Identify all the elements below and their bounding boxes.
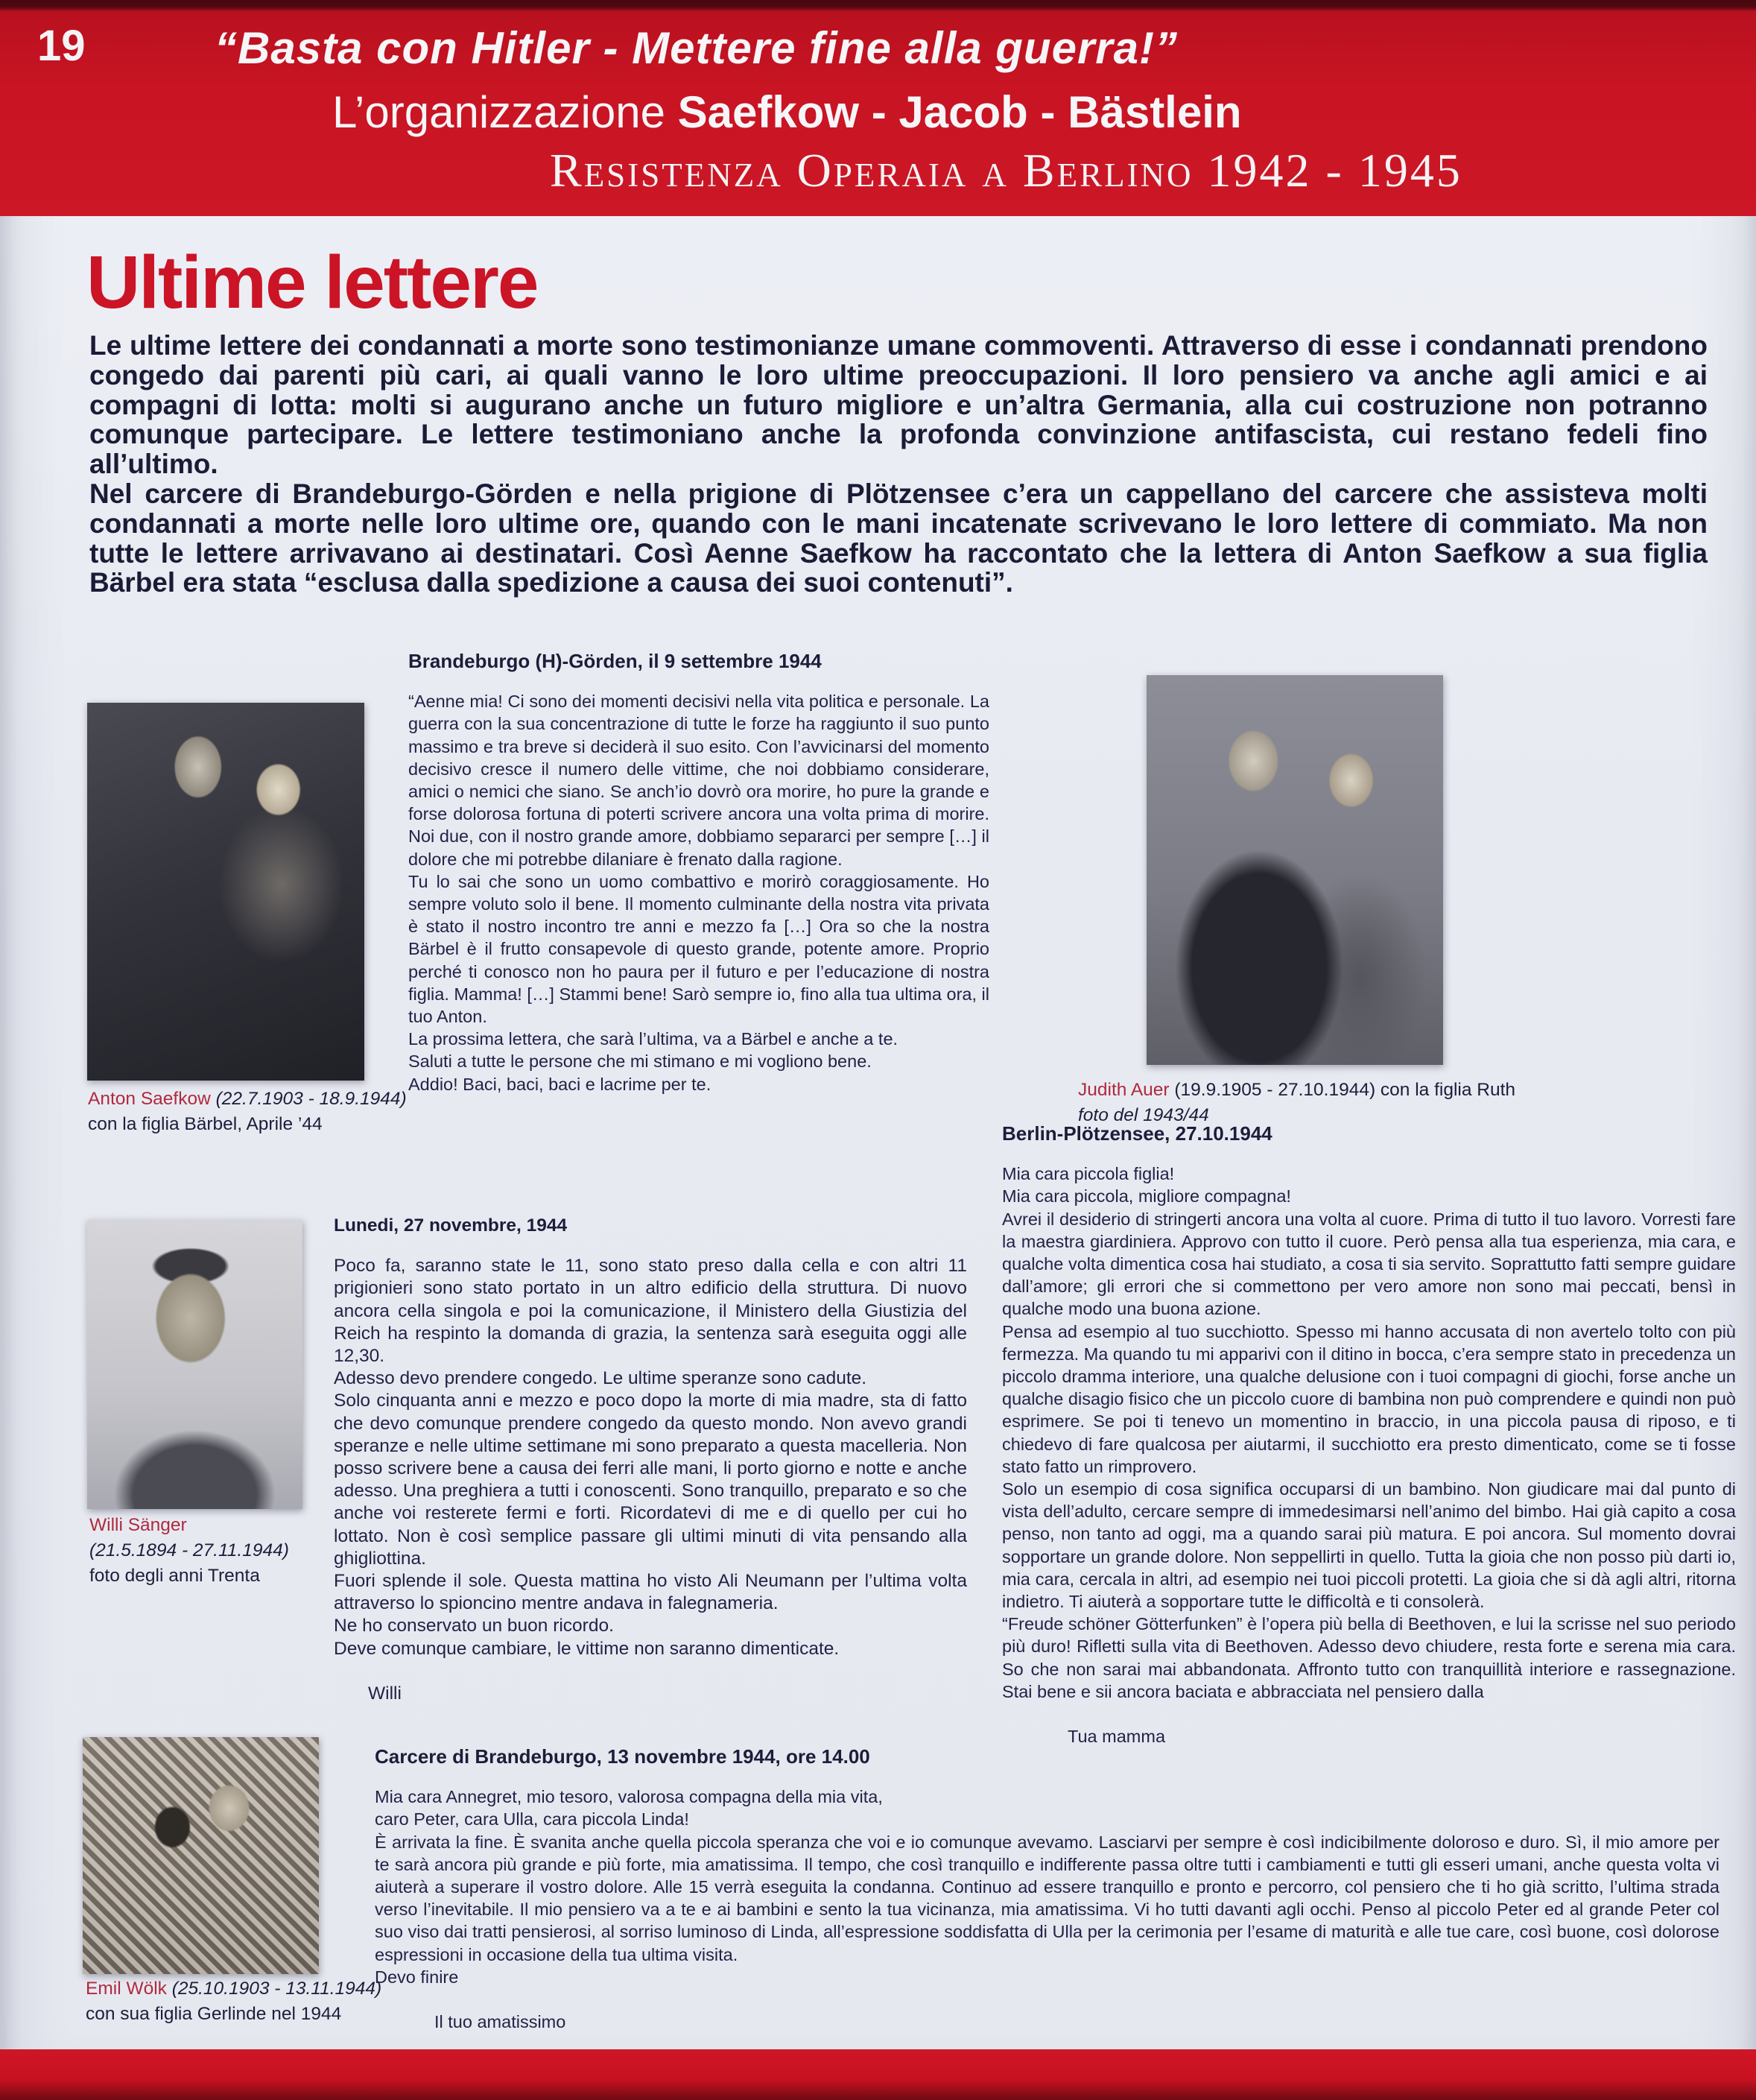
caption-emil-woelk [86, 1976, 381, 2027]
letter-willi-paragraph-4: Fuori splende il sole. Questa mattina ho visto Ali Neumann per l’ultima volta attraverso lo spioncino mentre andava in falegnameria. [334, 1571, 967, 1614]
letter-judith-paragraph-5: Solo un esempio di cosa significa occuparsi di un bambino. Non giudicare mai dal punto di vista dell’adulto, cercare sempre di immedesimarsi nell’animo del bimbo. Hai già capito a cosa penso, non tanto ad oggi, ma a quando sarai più matura. E poi ancora. Sul momento dovrai sopportare un grande dolore. Non seppellirti in quello. Tutta la gioia che non posso più darti io, mia cara, cercala in altri, ad esempio nei tuoi piccoli protetti. La gioia che si dà agli altri, ritorna indietro. Ti aiuterà a sopportare tutte le difficoltà e ti consolerà. [1002, 1479, 1736, 1612]
organization-names: Saefkow - Jacob - Bästlein [677, 87, 1242, 137]
letter-judith-signature: Tua mamma [1068, 1727, 1166, 1747]
intro-paragraph-1: Le ultime lettere dei condannati a morte sono testimonianze umane commoventi. Attraverso di esse i condannati prendono congedo dai parenti più cari, ai quali vanno le loro ultime preoccupazioni. Il loro pensiero va anche agli amici e ai compagni di lotta: molti si augurano anche un futuro migliore e un’altra Germania, alla cui costruzione non potranno comunque partecipare. Le lettere testimoniano anche la profonda convinzione antifascista, cui restano fedeli fino all’ultimo. [89, 330, 1708, 480]
letter-judith-paragraph-6: “Freude schöner Götterfunken” è l’opera più bella di Beethoven, e lui la scrisse nel suo periodo più duro! Rifletti sulla vita di Beethoven. Adesso devo chiudere, resta forte e serena mia cara. So che non sarai mai abbandonata. Affronto tutto con tranquillità interiore e rassegnazione. Stai bene e sii ancora baciata e abbracciata nel pensiero dalla [1002, 1614, 1736, 1701]
photo-anton-saefkow-with-daughter [87, 703, 364, 1081]
letter-willi-saenger [334, 1215, 967, 1705]
photo-judith-auer-with-daughter [1147, 675, 1443, 1065]
organization-prefix: L’organizzazione [332, 87, 678, 137]
caption-judith-dates: (19.9.1905 - 27.10.1944) [1169, 1080, 1376, 1100]
caption-judith-name: Judith Auer [1078, 1080, 1170, 1100]
letter-emil-paragraph-2: Devo finire [375, 1967, 459, 1987]
caption-willi-line2: foto degli anni Trenta [89, 1566, 260, 1586]
letter-willi-signature: Willi [368, 1683, 402, 1704]
caption-judith-rest: con la figlia Ruth [1375, 1080, 1516, 1100]
letter-willi-paragraph-3: Solo cinquanta anni e mezzo e poco dopo la morte di mia madre, sta di fatto che devo comunque prendere congedo da questo mondo. Non avevo grandi speranze e nelle ultime settimane mi sono preparato a questa macelleria. Non posso scrivere bene a causa dei ferri alle mani, li porto giorno e notte e anche adesso. Una preghiera a tutti i conoscenti. Sono tranquillo, preparato e so che anche voi resterete fermi e forti. Ricordatevi di me e di quello per cui ho lottato. Non è così semplice passare gli ultimi minuti di vita pensando alla ghigliottina. [334, 1391, 967, 1569]
letter-anton-paragraph-5: Addio! Baci, baci, baci e lacrime per te. [408, 1074, 711, 1094]
caption-anton-saefkow [88, 1087, 407, 1137]
caption-judith-line2: foto del 1943/44 [1078, 1105, 1209, 1125]
letter-judith-paragraph-4: Pensa ad esempio al tuo succhiotto. Spesso mi hanno accusata di non avertelo tolto con più fermezza. Ma quando tu mi apparivi con il ditino in bocca, c’era sempre stato in precedenza un piccolo dramma interiore, una qualche delusione con i tuoi compagni di giochi, forse anche un qualche disagio fisico che un piccolo cuore di bambina non può comprendere e quindi non può esprimere. Se poi ti tenevo un momentino in braccio, in una piccola pausa di riposo, e ti chiedevo di fare qualcosa per aiutarmi, il succhiotto era presto dimenticato, come se ti fosse stato fatto un rimprovero. [1002, 1321, 1736, 1476]
photo-willi-saenger-portrait [87, 1220, 302, 1509]
letter-anton-saefkow [408, 650, 989, 1095]
caption-judith-auer [1078, 1078, 1515, 1128]
letter-emil-paragraph-1: È arrivata la fine. È svanita anche quella piccola speranza che voi e io comunque avevamo. Lasciarvi per sempre è così indicibilmente doloroso e duro. Sì, il mio amore per te sarà ancora più grande e più forte, mia amatissima. Il tempo, che così tranquillo e indifferente passa oltre tutti i cambiamenti e tutti gli esseri umani, anche questa volta vi aiuterà a superare il vostro dolore. Alle 15 verrà eseguita la condanna. Continuo ad essere tranquillo e pronto e percorro, col pensiero che ti ho già scritto, l’ultima strada verso l’inevitabile. Il mio pensiero va a te e ai bambini e sento la tua vicinanza, mia amatissima. Vi ho tutti davanti agli occhi. Penso al piccolo Peter ed al grande Peter col suo viso dai tratti pensierosi, al sorriso luminoso di Linda, all’espressione soddisfatta di Ulla per la cerimonia per l’esame di maturità e alle tue care, così buone, così dolorose espressioni in occasione della tua ultima visita. [375, 1832, 1719, 1964]
letter-willi-heading: Lunedi, 27 novembre, 1944 [334, 1215, 568, 1236]
letter-willi-paragraph-6: Deve comunque cambiare, le vittime non saranno dimenticate. [334, 1638, 840, 1659]
letter-judith-paragraph-3: Avrei il desiderio di stringerti ancora una volta al cuore. Prima di tutto il tuo lavoro. Vorresti fare la maestra giardiniera. Approvo con tutto il cuore. Però pensa alla tua esperienza, mia cara, e qualche volta dimentica cosa hai studiato, a cosa ti sia servito. Soprattutto fatti sempre guidare dall’amore; gli errori che si commettono per vero amore non sono mai peccati, bensì in qualche modo una buona azione. [1002, 1209, 1736, 1319]
intro-text [89, 331, 1708, 598]
caption-emil-name: Emil Wölk [86, 1979, 167, 1999]
caption-emil-line2: con sua figlia Gerlinde nel 1944 [86, 2004, 342, 2024]
letter-anton-paragraph-4: Saluti a tutte le persone che mi stimano e mi vogliono bene. [408, 1051, 872, 1072]
footer-red-band [0, 2049, 1756, 2100]
letter-willi-paragraph-5: Ne ho conservato un buon ricordo. [334, 1616, 614, 1636]
letter-anton-heading: Brandeburgo (H)-Görden, il 9 settembre 1944 [408, 650, 822, 672]
letter-judith-heading: Berlin-Plötzensee, 27.10.1944 [1002, 1122, 1272, 1145]
header-subtitle: Resistenza Operaia a Berlino 1942 - 1945 [550, 144, 1462, 197]
intro-paragraph-2: Nel carcere di Brandeburgo-Görden e nella prigione di Plötzensee c’era un cappellano del carcere che assisteva molti condannati a morte nelle loro ultime ore, quando con le mani incatenate scrivevano le loro lettere di commiato. Ma non tutte le lettere arrivavano ai destinatari. Così Aenne Saefkow ha raccontato che la lettera di Anton Saefkow a sua figlia Bärbel era stata “esclusa dalla spedizione a causa dei suoi contenuti”. [89, 478, 1708, 598]
letter-emil-woelk [375, 1745, 1719, 2033]
panel-number: 19 [37, 22, 86, 70]
header-quote: “Basta con Hitler - Mettere fine alla guerra!” [215, 23, 1178, 73]
caption-willi-dates: (21.5.1894 - 27.11.1944) [89, 1540, 289, 1560]
caption-anton-name: Anton Saefkow [88, 1089, 211, 1109]
letter-judith-paragraph-2: Mia cara piccola, migliore compagna! [1002, 1186, 1291, 1206]
header-organization-line [332, 86, 1242, 138]
photo-emil-woelk-with-daughter [83, 1737, 319, 1974]
caption-willi-name: Willi Sänger [89, 1515, 187, 1535]
letter-anton-paragraph-2: Tu lo sai che sono un uomo combattivo e morirò coraggiosamente. Ho sempre voluto solo il bene. Il momento culminante della nostra vita privata è stato il nostro incontro tre anni e mezzo fa […] Ora so che la nostra Bärbel è il frutto consapevole di questo grande, potente amore. Proprio perché ti conosco non ho paura per il futuro e per l’educazione di nostra figlia. Mamma! […] Stammi bene! Sarò sempre io, fino alla tua ultima ora, il tuo Anton. [408, 871, 989, 1027]
header-red-band [0, 0, 1756, 216]
letter-emil-salutation-1: Mia cara Annegret, mio tesoro, valorosa compagna della mia vita, [375, 1787, 883, 1807]
caption-anton-dates: (22.7.1903 - 18.9.1944) [210, 1089, 407, 1109]
page-title: Ultime lettere [86, 241, 538, 324]
letter-willi-paragraph-1: Poco fa, saranno state le 11, sono stato preso dalla cella e con altri 11 prigionieri sono stato portato in un altro edificio della struttura. Di nuovo ancora cella singola e poi la comunicazione, il Ministero della Giustizia del Reich ha respinto la domanda di grazia, la sentenza sarà eseguita oggi alle 12,30. [334, 1256, 967, 1367]
caption-willi-saenger [89, 1513, 289, 1589]
caption-anton-line2: con la figlia Bärbel, Aprile ’44 [88, 1114, 323, 1134]
letter-emil-salutation-2: caro Peter, cara Ulla, cara piccola Linda! [375, 1809, 689, 1829]
letter-judith-auer [1002, 1122, 1736, 1748]
caption-emil-dates: (25.10.1903 - 13.11.1944) [166, 1979, 382, 1999]
letter-anton-paragraph-1: “Aenne mia! Ci sono dei momenti decisivi nella vita politica e personale. La guerra con la sua concentrazione di tutte le forze ha raggiunto il suo punto massimo e tra breve si deciderà il suo esito. Con l’avvicinarsi del momento decisivo cresce il numero delle vittime, che noi dobbiamo considerare, amici o nemici che siano. Se anch’io dovrò ora morire, ho pure la grande e forse dolorosa fortuna di poterti scrivere ancora una volta prima di morire. Noi due, con il nostro grande amore, dobbiamo separarci per sempre […] il dolore che mi potrebbe dilaniare è frenato dalla ragione. [408, 692, 989, 869]
letter-willi-paragraph-2: Adesso devo prendere congedo. Le ultime speranze sono cadute. [334, 1368, 867, 1389]
letter-anton-paragraph-3: La prossima lettera, che sarà l’ultima, va a Bärbel e anche a te. [408, 1029, 898, 1049]
letter-judith-paragraph-1: Mia cara piccola figlia! [1002, 1164, 1175, 1184]
letter-emil-signature: Il tuo amatissimo [434, 2012, 566, 2032]
letter-emil-heading: Carcere di Brandeburgo, 13 novembre 1944, ore 14.00 [375, 1745, 870, 1768]
